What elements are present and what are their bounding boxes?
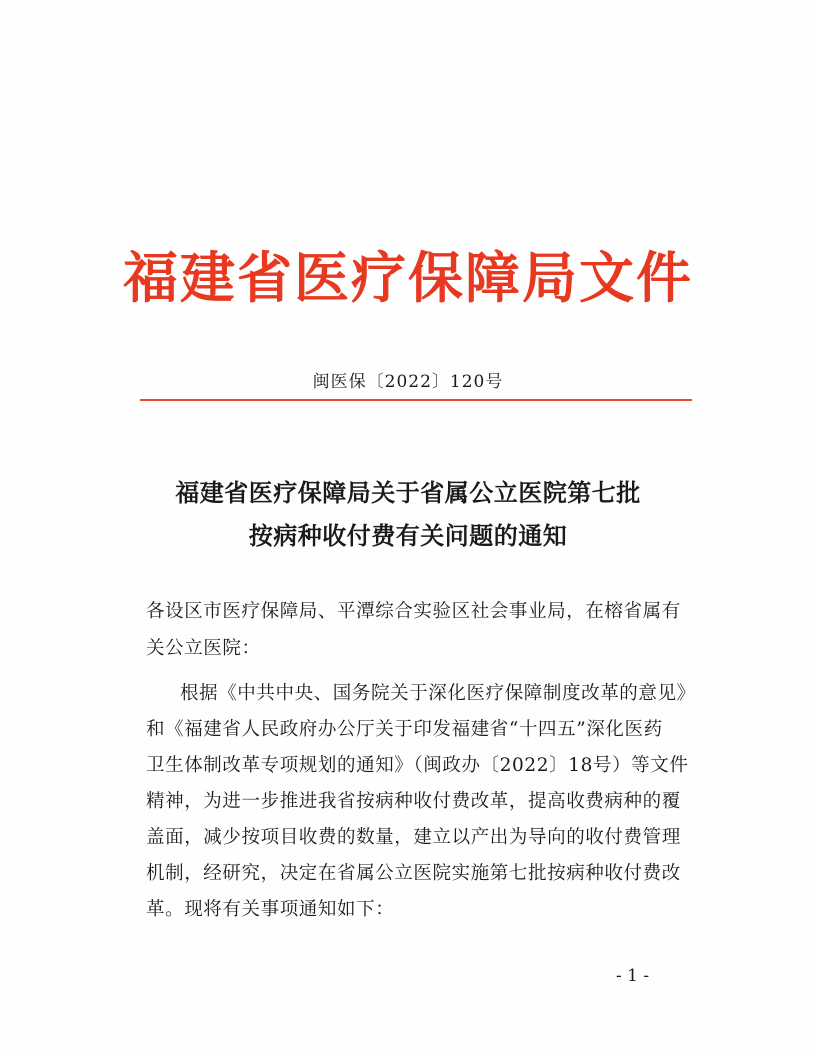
notice-title-line-2: 按病种收付费有关问题的通知 [248,521,568,550]
page-number: - 1 - [616,966,650,986]
body-paragraph-line: 根据《中共中央、国务院关于深化医疗保障制度改革的意见》 [180,683,696,704]
body-paragraph-line: 和《福建省人民政府办公厅关于印发福建省“十四五”深化医药 [146,719,663,740]
body-paragraph-line: 卫生体制改革专项规划的通知》（闽政办〔2022〕18号）等文件 [146,755,689,776]
body-paragraph-line: 机制，经研究，决定在省属公立医院实施第七批按病种收付费改 [146,863,681,884]
body-paragraph-line: 革。现将有关事项通知如下： [146,899,395,920]
body-paragraph-line: 精神，为进一步推进我省按病种收付费改革，提高收费病种的覆 [146,791,681,812]
issuing-authority-header: 福建省医疗保障局文件 [122,246,693,310]
body-paragraph-line: 盖面，减少按项目收费的数量，建立以产出为导向的收付费管理 [146,827,681,848]
red-divider-line [140,399,692,401]
addressee-line-1: 各设区市医疗保障局、平潭综合实验区社会事业局，在榕省属有 [146,601,681,622]
notice-title-line-1: 福建省医疗保障局关于省属公立医院第七批 [175,478,641,507]
addressee-line-2: 关公立医院： [146,638,261,659]
document-number: 闽医保〔2022〕120号 [312,372,504,392]
